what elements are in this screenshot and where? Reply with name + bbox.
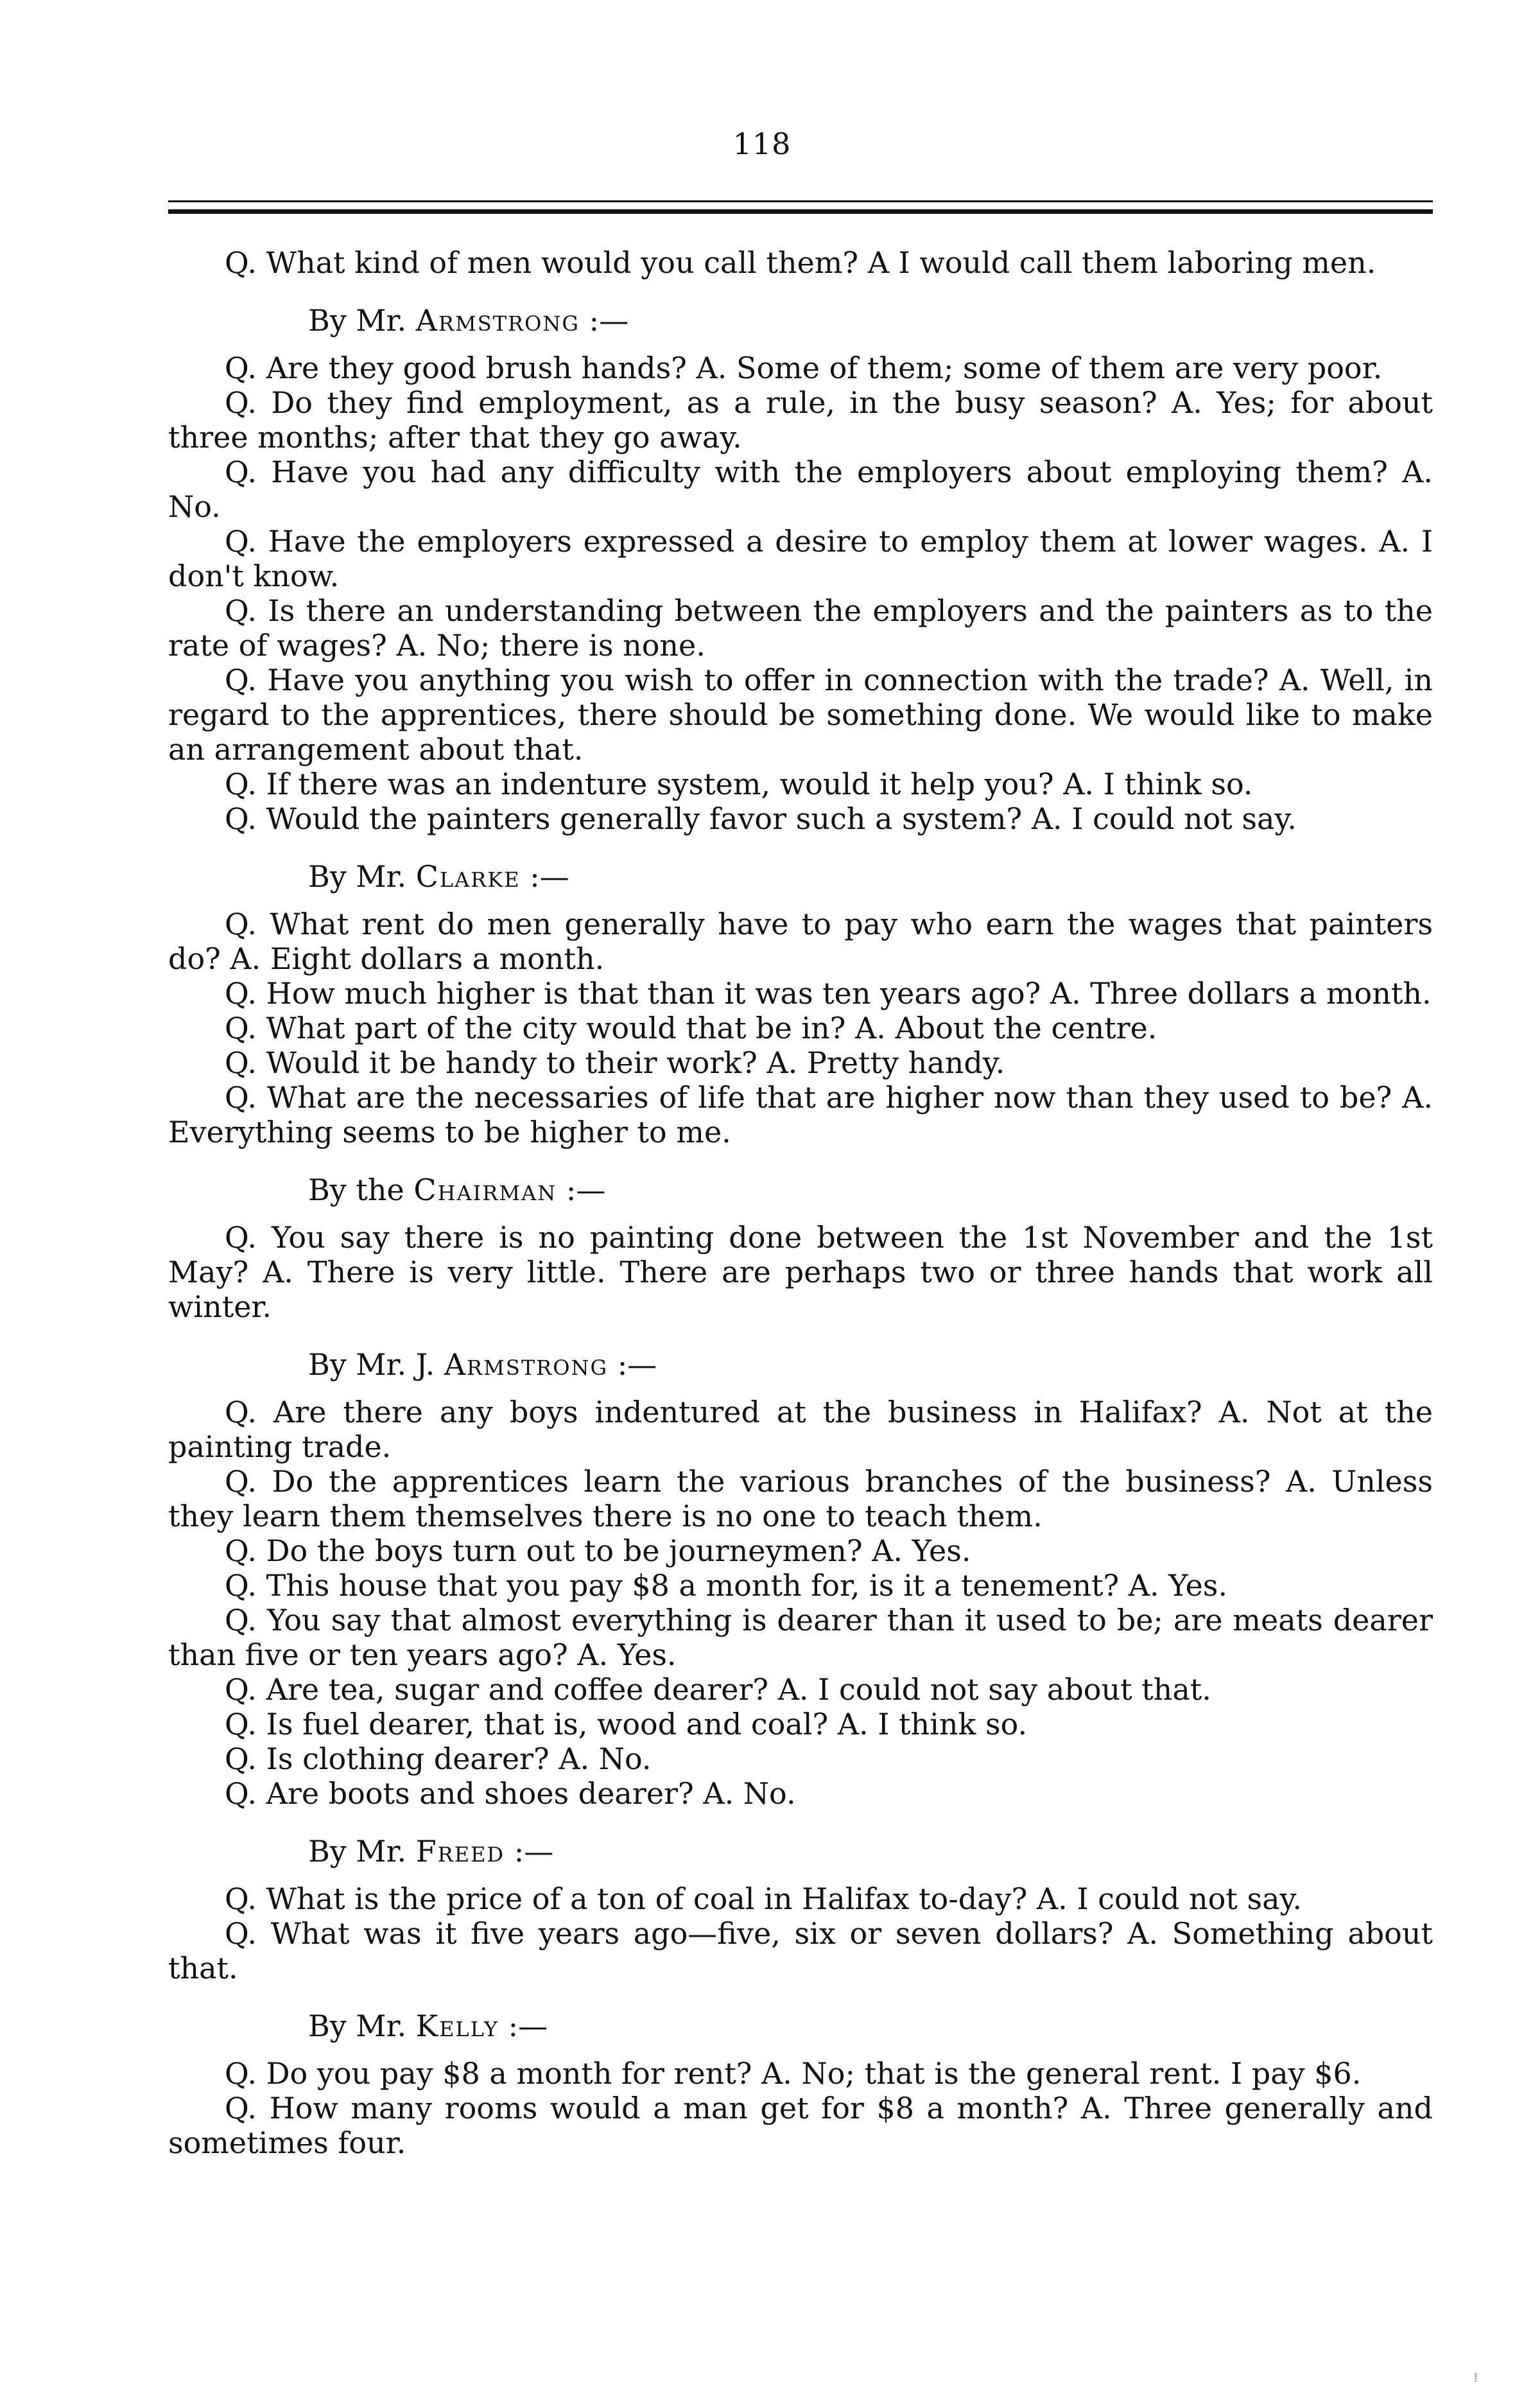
speaker-name: Clarke [415,859,521,894]
qa-paragraph: Q. How much higher is that than it was ten years ago? A. Three dollars a month. [225,976,1432,1011]
speaker-prefix: By Mr. J. [308,1347,435,1382]
qa-paragraph: Q. You say there is no painting done between the 1st November and the 1st May? A. There is very little. There are perhaps two or three hands that work all winter. [168,1220,1433,1324]
speaker-prefix: By Mr. [308,859,407,894]
speaker-suffix: :— [617,1347,657,1382]
speaker-suffix: :— [508,2009,548,2043]
speaker-prefix: By Mr. [308,303,407,338]
qa-paragraph: Q. What part of the city would that be in? A. About the centre. [225,1011,1157,1045]
qa-paragraph: Q. Have the employers expressed a desire to employ them at lower wages. A. I don't know. [168,524,1433,593]
qa-paragraph: Q. Do you pay $8 a month for rent? A. No; that is the general rent. I pay $6. [225,2056,1362,2091]
speaker-heading [168,2009,1433,2043]
qa-paragraph: Q. Is there an understanding between the employers and the painters as to the rate of wages? A. No; there is none. [168,593,1433,663]
speaker-suffix: :— [566,1173,606,1207]
page-number: 118 [732,127,792,161]
header-rule-thin [168,200,1433,202]
qa-paragraph: Q. Is fuel dearer, that is, wood and coal? A. I think so. [225,1707,1028,1741]
speaker-heading [168,303,1433,338]
qa-paragraph: Q. Have you anything you wish to offer in connection with the trade? A. Well, in regard to the apprentices, there should be something done. We would like to make an arrangement about that. [168,663,1433,767]
margin-mark: ⁞ [1474,2369,1478,2385]
speaker-suffix: :— [514,1834,554,1869]
qa-paragraph: Q. How many rooms would a man get for $8 a month? A. Three generally and sometimes four. [168,2091,1433,2160]
qa-paragraph: Q. You say that almost everything is dearer than it used to be; are meats dearer than five or ten years ago? A. Yes. [168,1603,1433,1672]
qa-paragraph: Q. What rent do men generally have to pay who earn the wages that painters do? A. Eight dollars a month. [168,907,1433,976]
header-rule-thick [168,209,1433,214]
qa-paragraph: Q. What was it five years ago—five, six or seven dollars? A. Something about that. [168,1916,1433,1985]
speaker-prefix: By Mr. [308,2009,407,2043]
testimony-body [168,245,1433,2160]
speaker-name: Chairman [413,1173,557,1207]
qa-paragraph: Q. What is the price of a ton of coal in Halifax to-day? A. I could not say. [225,1881,1303,1916]
speaker-prefix: By Mr. [308,1834,407,1869]
qa-paragraph: Q. This house that you pay $8 a month for, is it a tenement? A. Yes. [225,1568,1228,1603]
qa-paragraph: Q. Have you had any difficulty with the employers about employing them? A. No. [168,455,1433,524]
speaker-heading [168,1834,1433,1869]
qa-paragraph: Q. Would the painters generally favor such a system? A. I could not say. [225,801,1297,836]
speaker-heading [168,1347,1433,1382]
speaker-heading [168,859,1433,894]
qa-paragraph: Q. What are the necessaries of life that are higher now than they used to be? A. Everything seems to be higher to me. [168,1080,1433,1149]
qa-paragraph: Q. Would it be handy to their work? A. Pretty handy. [225,1045,1005,1080]
qa-paragraph: Q. Is clothing dearer? A. No. [225,1741,652,1776]
qa-paragraph: Q. Are there any boys indentured at the business in Halifax? A. Not at the painting trade. [168,1395,1433,1464]
speaker-heading [168,1173,1433,1207]
speaker-suffix: :— [589,303,629,338]
speaker-name: Armstrong [415,303,580,338]
qa-paragraph: Q. Do they find employment, as a rule, in the busy season? A. Yes; for about three months; after that they go away. [168,385,1433,455]
speaker-name: Armstrong [444,1347,609,1382]
qa-paragraph: Q. Are tea, sugar and coffee dearer? A. I could not say about that. [225,1672,1211,1707]
speaker-prefix: By the [308,1173,404,1207]
speaker-name: Kelly [415,2009,499,2043]
qa-paragraph: Q. If there was an indenture system, would it help you? A. I think so. [225,767,1253,801]
qa-paragraph: Q. Are they good brush hands? A. Some of them; some of them are very poor. [225,351,1383,385]
qa-paragraph: Q. What kind of men would you call them? A I would call them laboring men. [225,245,1376,280]
speaker-name: Freed [415,1834,505,1869]
speaker-suffix: :— [530,859,569,894]
qa-paragraph: Q. Are boots and shoes dearer? A. No. [225,1776,796,1811]
qa-paragraph: Q. Do the apprentices learn the various branches of the business? A. Unless they learn them themselves there is no one to teach them. [168,1464,1433,1533]
qa-paragraph: Q. Do the boys turn out to be journeymen? A. Yes. [225,1533,971,1568]
